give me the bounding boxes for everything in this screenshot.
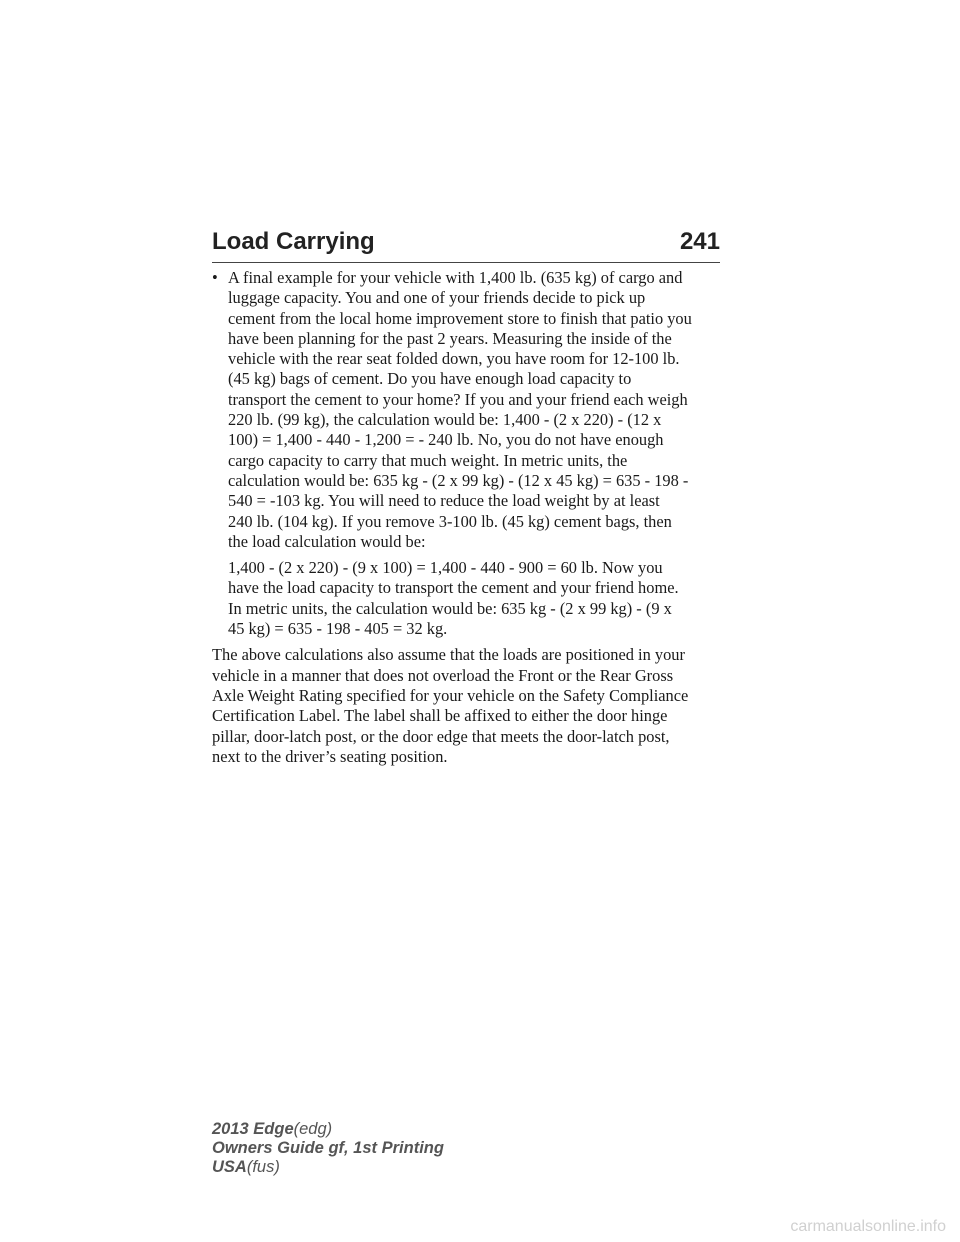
text-line: 45 kg) = 635 - 198 - 405 = 32 kg. [228, 619, 448, 639]
footer-printing: Owners Guide gf, 1st Printing [212, 1139, 444, 1157]
text-line: Certification Label. The label shall be affixed to either the door hinge [212, 706, 668, 726]
body-text [212, 268, 720, 767]
footer-line-market [212, 1158, 444, 1177]
footer-model-code: (edg) [293, 1120, 333, 1138]
text-line: next to the driver’s seating position. [212, 746, 448, 766]
text-line: 240 lb. (104 kg). If you remove 3-100 lb. (45 kg) cement bags, then [228, 511, 672, 531]
footer-market-code: (fus) [246, 1158, 280, 1176]
text-line: In metric units, the calculation would be: 635 kg - (2 x 99 kg) - (9 x [228, 598, 672, 618]
text-line: luggage capacity. You and one of your friends decide to pick up [228, 288, 646, 308]
text-line: have been planning for the past 2 years. Measuring the inside of the [228, 328, 672, 348]
text-line: pillar, door-latch post, or the door edge that meets the door-latch post, [212, 726, 670, 746]
text-line: The above calculations also assume that the loads are positioned in your [212, 645, 685, 665]
page-header [212, 224, 720, 263]
bullet-example [212, 268, 720, 552]
footer-line-model [212, 1120, 444, 1139]
text-line: 100) = 1,400 - 440 - 1,200 = - 240 lb. No, you do not have enough [228, 430, 664, 450]
text-line: Axle Weight Rating specified for your vehicle on the Safety Compliance [212, 685, 689, 705]
text-line: A final example for your vehicle with 1,400 lb. (635 kg) of cargo and [228, 268, 683, 287]
text-line: 220 lb. (99 kg), the calculation would be: 1,400 - (2 x 220) - (12 x [228, 410, 662, 430]
bullet-icon: • [212, 268, 218, 287]
text-line: 1,400 - (2 x 220) - (9 x 100) = 1,400 - 440 - 900 = 60 lb. Now you [228, 558, 663, 578]
text-line: calculation would be: 635 kg - (2 x 99 kg) - (12 x 45 kg) = 635 - 198 - [228, 470, 689, 490]
text-line: (45 kg) bags of cement. Do you have enough load capacity to [228, 369, 632, 389]
bullet-continuation [212, 558, 720, 639]
paragraph-gross-axle [212, 645, 720, 767]
text-line: vehicle with the rear seat folded down, you have room for 12-100 lb. [228, 349, 680, 369]
text-line: the load calculation would be: [228, 531, 426, 551]
document-footer [212, 1120, 444, 1177]
text-line: cement from the local home improvement store to finish that patio you [228, 308, 692, 328]
section-title: Load Carrying [212, 228, 375, 255]
watermark-text: carmanualsonline.info [790, 1218, 946, 1235]
text-line: vehicle in a manner that does not overload the Front or the Rear Gross [212, 665, 674, 685]
text-line: have the load capacity to transport the cement and your friend home. [228, 578, 679, 598]
footer-market: USA [212, 1158, 247, 1176]
page-number: 241 [679, 228, 720, 255]
footer-model: 2013 Edge [212, 1120, 294, 1138]
text-line: transport the cement to your home? If you and your friend each weigh [228, 389, 688, 409]
text-line: 540 = -103 kg. You will need to reduce the load weight by at least [228, 491, 660, 511]
text-line: cargo capacity to carry that much weight. In metric units, the [228, 450, 628, 470]
